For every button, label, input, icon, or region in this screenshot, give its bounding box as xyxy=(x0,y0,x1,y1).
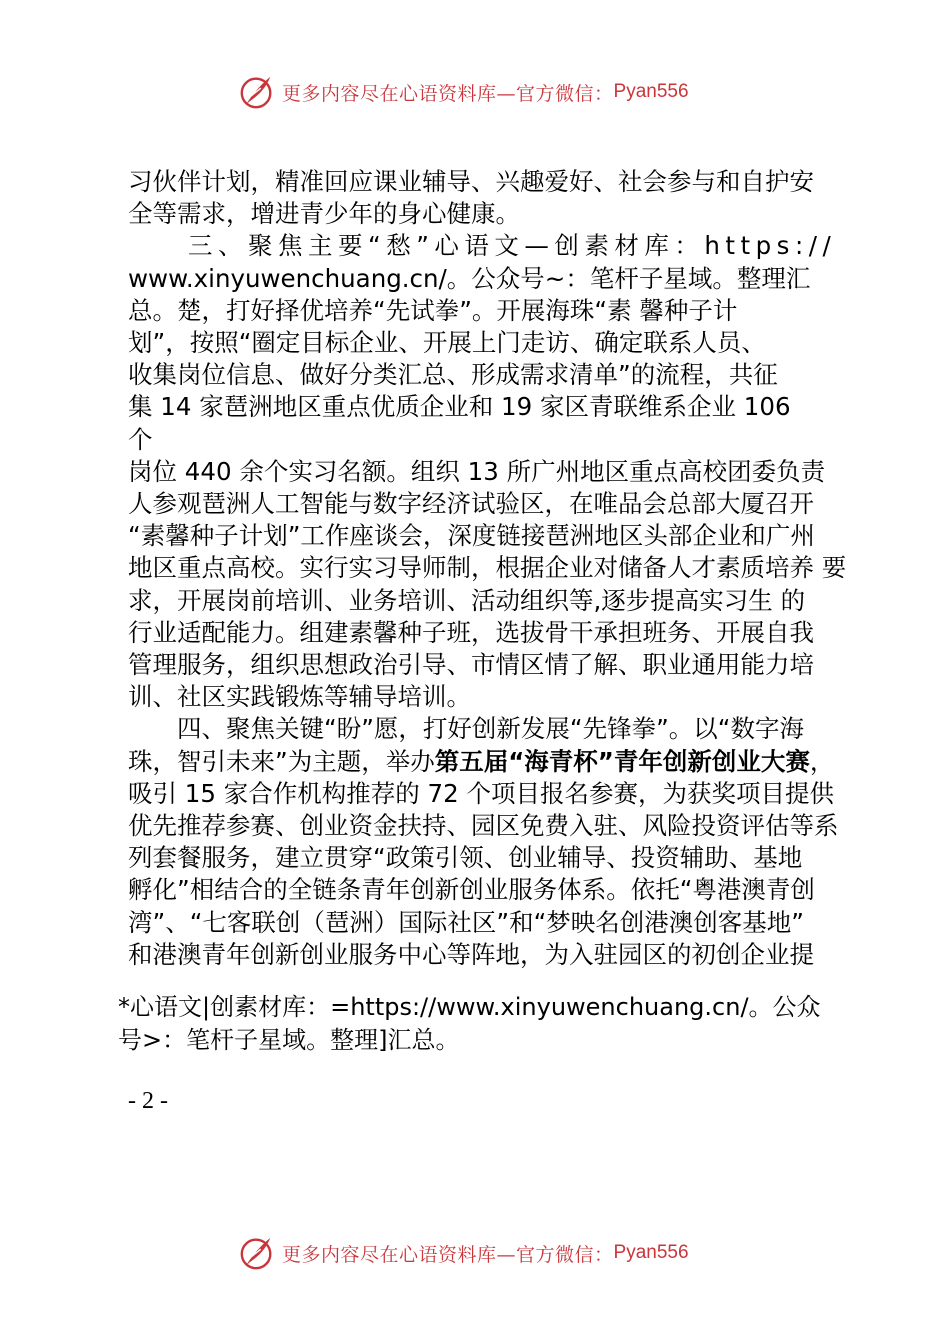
body-line: www.xinyuwenchuang.cn/。公众号~：笔杆子星域。整理汇 xyxy=(128,263,811,293)
watermark-wechat-id: Pyan556 xyxy=(613,1242,689,1263)
body-line-end: ， xyxy=(809,746,835,776)
body-line: 吸引 15 家合作机构推荐的 72 个项目报名参赛，为获奖项目提供 xyxy=(128,778,834,808)
body-line: 管理服务，组织思想政治引导、市情区情了解、职业通用能力培 xyxy=(128,650,814,680)
body-line: 划”，按照“圈定目标企业、开展上门走访、确定联系人员、 xyxy=(128,328,766,358)
body-line: 地区重点高校。实行实习导师制，根据企业对储备人才素质培养 要 xyxy=(128,553,847,583)
footer-watermark xyxy=(238,1233,689,1273)
body-line: 全等需求，增进青少年的身心健康。 xyxy=(128,199,520,229)
body-line: 总。楚，打好择优培养“先试拳”。开展海珠“素 馨种子计 xyxy=(128,295,738,325)
body-line: 个 xyxy=(128,424,153,454)
page-number: - 2 - xyxy=(128,1088,168,1114)
body-line: 集 14 家琶洲地区重点优质企业和 19 家区青联维系企业 106 xyxy=(128,392,791,422)
body-line-start: 珠，智引未来”为主题，举办 xyxy=(128,746,435,776)
body-line: 列套餐服务，建立贯穿“政策引领、创业辅导、投资辅助、基地 xyxy=(128,843,803,873)
quill-logo-icon xyxy=(238,73,276,111)
body-line: 岗位 440 余个实习名额。组织 13 所广州地区重点高校团委负责 xyxy=(128,456,826,486)
body-line: “素馨种子计划”工作座谈会，深度链接琶洲地区头部企业和广州 xyxy=(128,521,815,551)
body-line: 习伙伴计划，精准回应课业辅导、兴趣爱好、社会参与和自护安 xyxy=(128,167,814,196)
body-line: 人参观琶洲人工智能与数字经济试验区，在唯品会总部大厦召开 xyxy=(128,489,814,519)
footnote-line: 号>：笔杆子星域。整理]汇总。 xyxy=(118,1026,460,1054)
body-line: 孵化”相结合的全链条青年创新创业服务体系。依托“粤港澳青创 xyxy=(128,875,815,905)
quill-logo-icon xyxy=(238,1234,276,1272)
watermark-text: 更多内容尽在心语资料库—官方微信： xyxy=(282,1243,614,1266)
body-line: 和港澳青年创新创业服务中心等阵地，为入驻园区的初创企业提 xyxy=(128,939,814,969)
body-line-with-bold xyxy=(128,746,840,778)
contest-title: 第五届“海青杯”青年创新创业大赛 xyxy=(434,746,810,776)
body-line: 训、社区实践锻炼等辅导培训。 xyxy=(128,682,471,712)
footnote xyxy=(118,991,858,1057)
watermark-wechat-id: Pyan556 xyxy=(613,81,689,102)
footnote-line: *心语文|创素材库：=https://www.xinyuwenchuang.cn/。公众 xyxy=(118,993,821,1021)
body-line: 收集岗位信息、做好分类汇总、形成需求清单”的流程，共征 xyxy=(128,360,778,390)
header-watermark xyxy=(238,72,689,112)
body-line: 湾”、“七客联创（琶洲）国际社区”和“梦映名创港澳创客基地” xyxy=(128,907,804,937)
body-line: 四、聚焦关键“盼”愿，打好创新发展“先锋拳”。以“数字海 xyxy=(128,714,804,744)
body-line: 求，开展岗前培训、业务培训、活动组织等,逐步提高实习生 的 xyxy=(128,585,806,615)
body-text xyxy=(128,166,847,971)
body-line: 行业适配能力。组建素馨种子班，选拔骨干承担班务、开展自我 xyxy=(128,617,814,647)
body-line: 优先推荐参赛、创业资金扶持、园区免费入驻、风险投资评估等系 xyxy=(128,811,839,841)
watermark-text: 更多内容尽在心语资料库—官方微信： xyxy=(282,82,614,105)
body-line: 三、聚焦主要“愁”心语文—创素材库：https:// xyxy=(128,231,837,261)
